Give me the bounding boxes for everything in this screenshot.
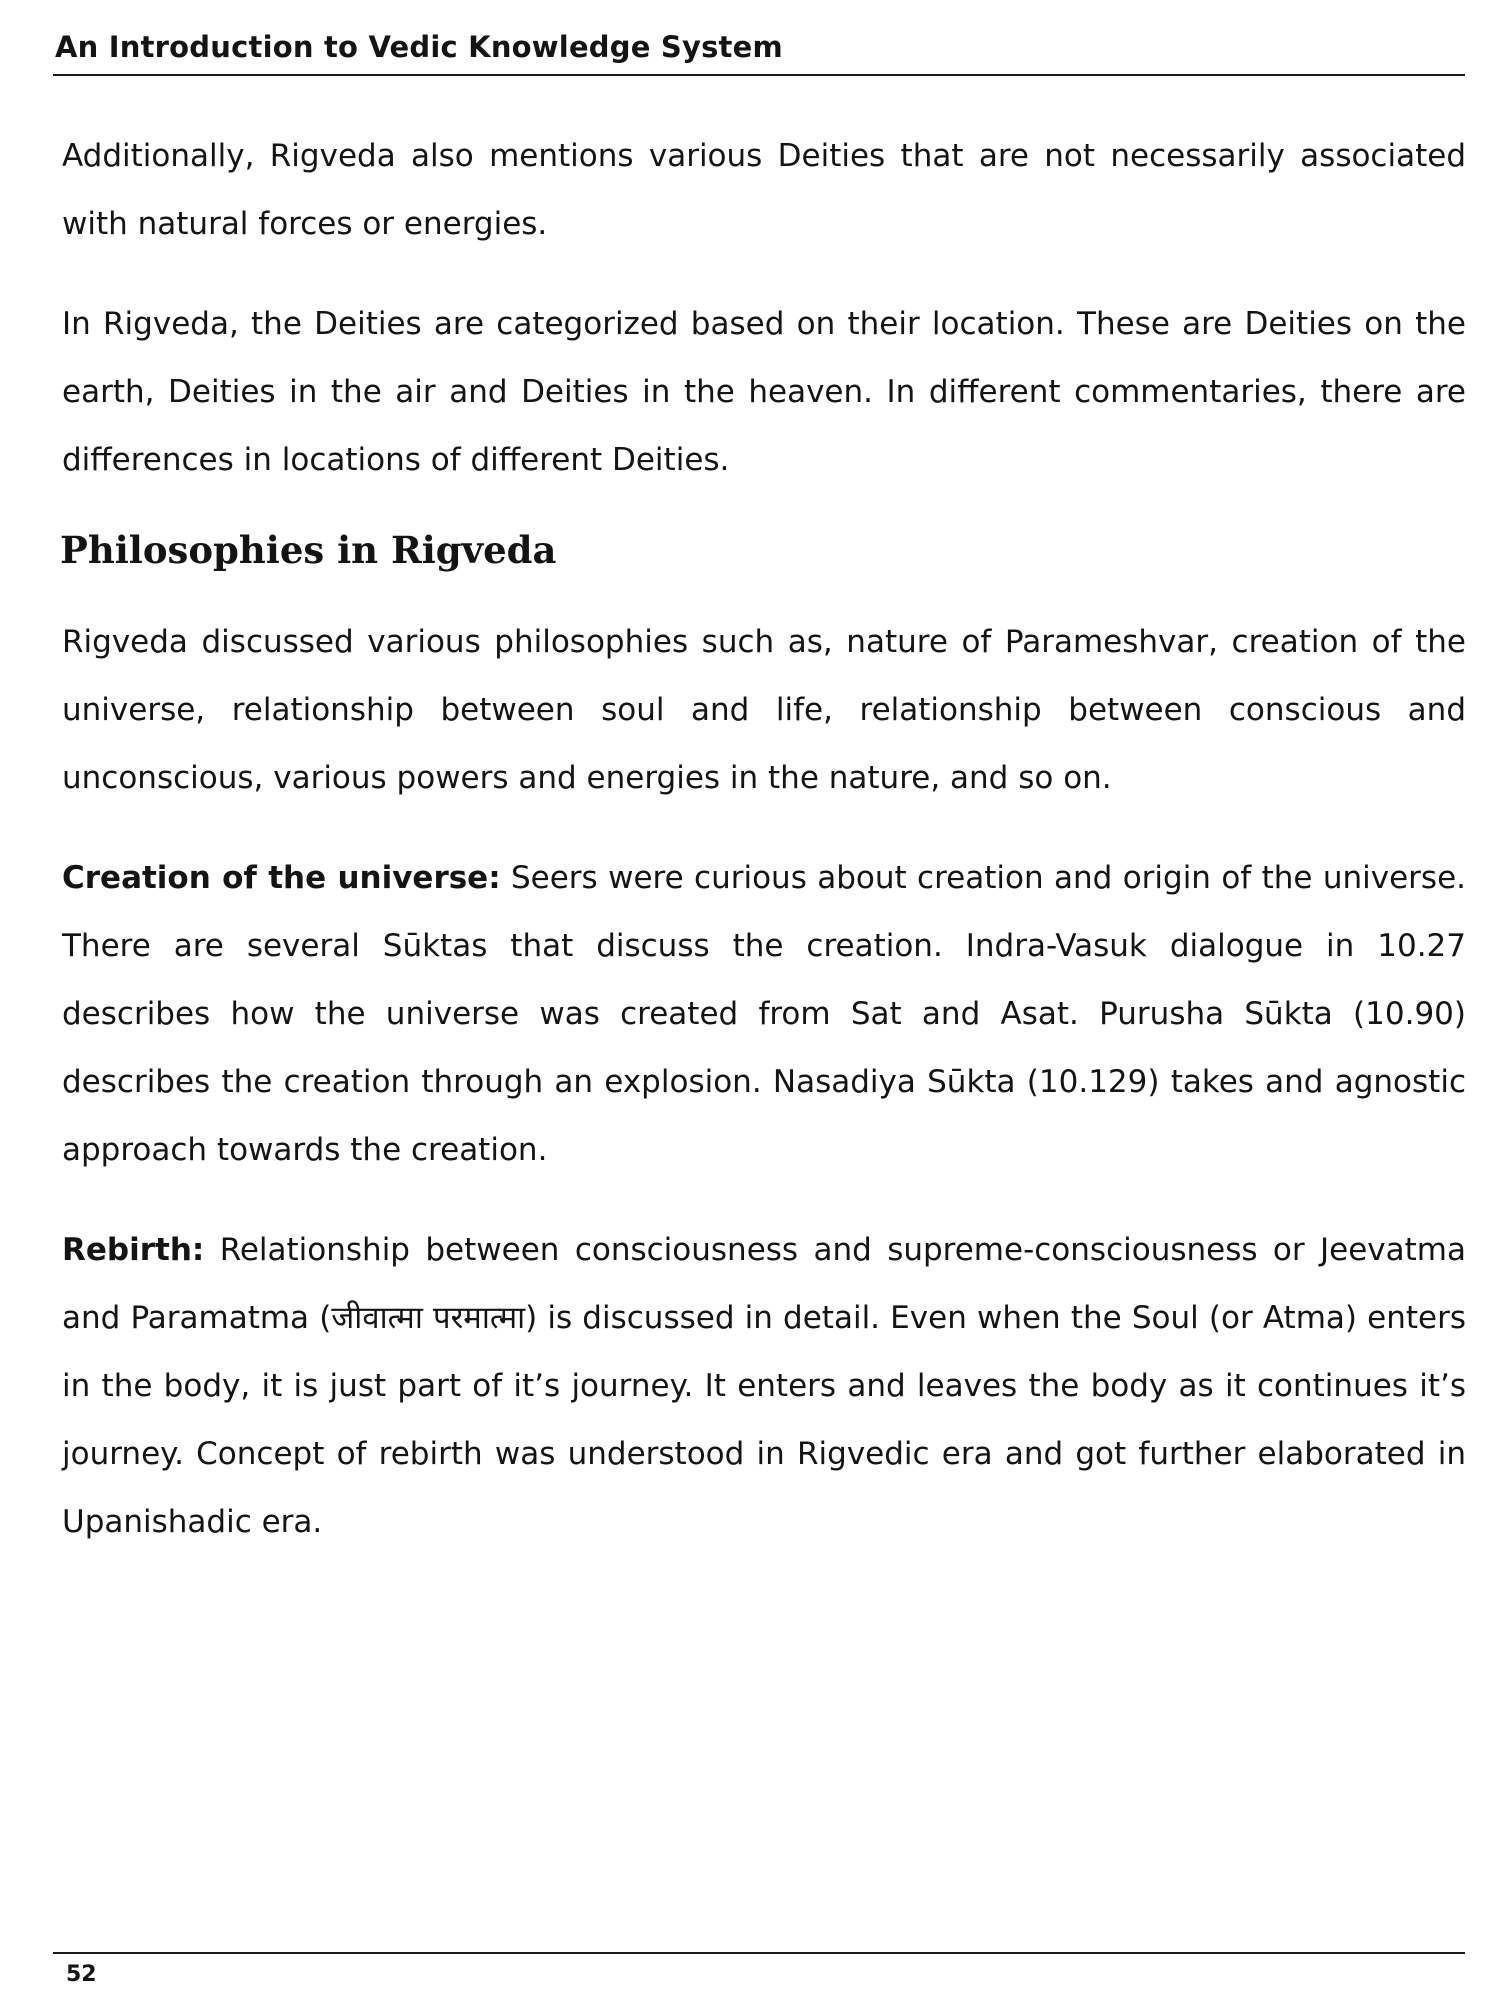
- rebirth-devanagari: जीवात्मा परमात्मा: [331, 1300, 526, 1336]
- page-body: [62, 122, 1466, 1588]
- paragraph-deities-additional: Additionally, Rigveda also mentions various Deities that are not necessarily associated with natural forces or energies.: [62, 138, 1466, 242]
- section-heading-philosophies: Philosophies in Rigveda: [60, 528, 557, 572]
- paragraph-philosophies-intro: Rigveda discussed various philosophies such as, nature of Parameshvar, creation of the universe, relationship between soul and life, relationship between conscious and unconscious, various powers and energies in the nature, and so on.: [62, 624, 1466, 796]
- paragraph-deities-location: In Rigveda, the Deities are categorized based on their location. These are Deities on the earth, Deities in the air and Deities in the heaven. In different commentaries, there are differences in locations of different Deities.: [62, 306, 1466, 478]
- running-header: An Introduction to Vedic Knowledge System: [55, 30, 783, 64]
- creation-text: Seers were curious about creation and origin of the universe. There are several Sūktas that discuss the creation. Indra-Vasuk dialogue in 10.27 describes how the universe was created from Sat and Asat. Purusha Sūkta (10.90) describes the creation through an explosion. Nasadiya Sūkta (10.129) takes and agnostic approach towards the creation.: [62, 860, 1466, 1168]
- rebirth-lead: Rebirth:: [62, 1232, 205, 1268]
- creation-lead: Creation of the universe:: [62, 860, 501, 896]
- page-number: 52: [66, 1962, 97, 1987]
- header-rule: [53, 74, 1465, 76]
- rebirth-text-after: ) is discussed in detail. Even when the Soul (or Atma) enters in the body, it is just part of it’s journey. It enters and leaves the body as it continues it’s journey. Concept of rebirth was understood in Rigvedic era and got further elaborated in Upanishadic era.: [62, 1300, 1466, 1540]
- paragraph-creation: [62, 844, 1466, 1184]
- footer-rule: [53, 1952, 1465, 1954]
- paragraph-rebirth: [62, 1216, 1466, 1556]
- rebirth-text-before: Relationship between consciousness and supreme-consciousness or Jeevatma and Paramatma (: [62, 1232, 1466, 1336]
